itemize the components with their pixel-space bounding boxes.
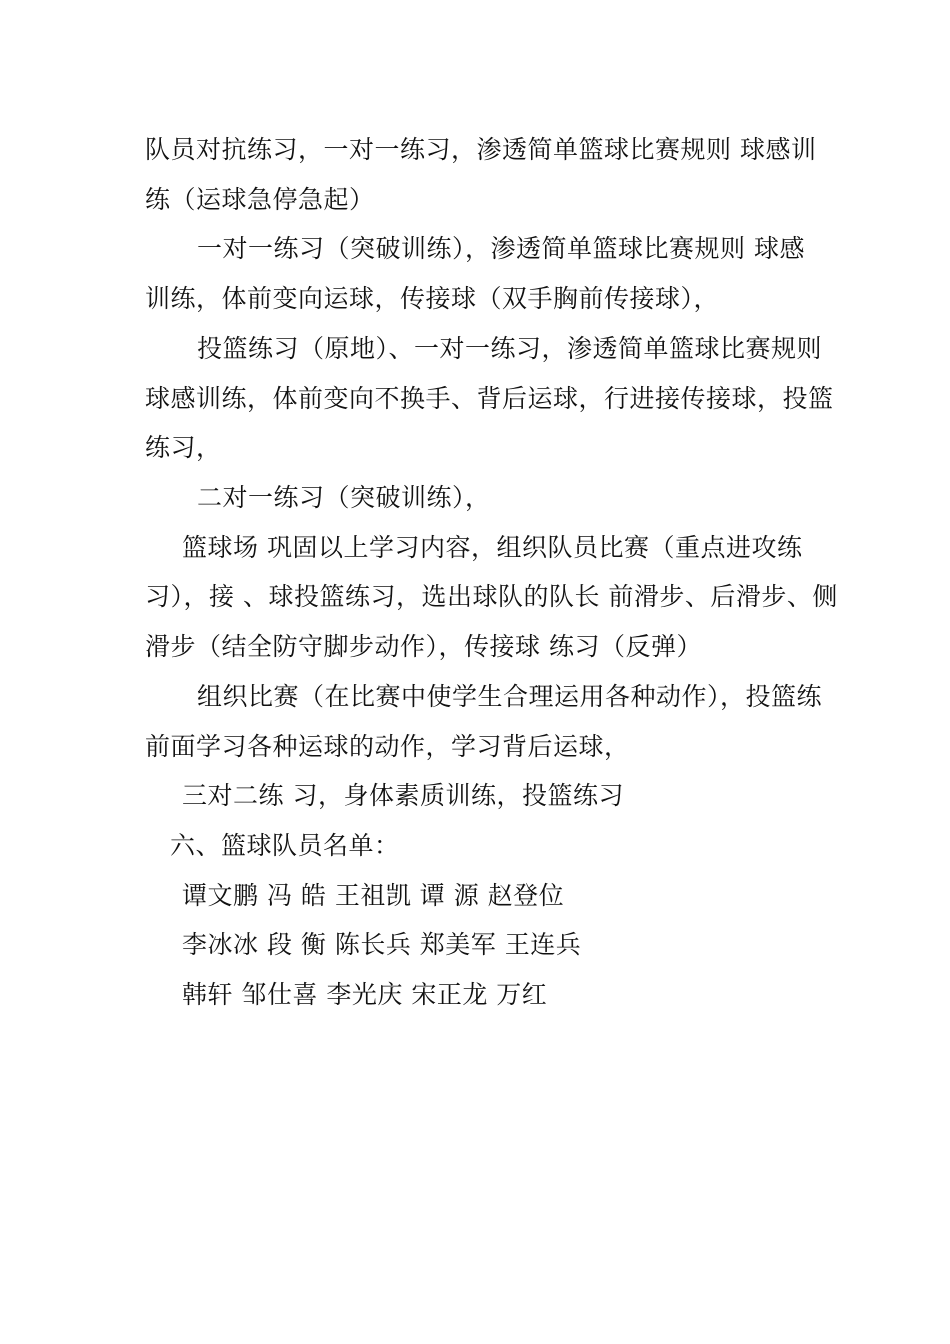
- text-line: 训练，体前变向运球，传接球（双手胸前传接球），: [145, 284, 720, 313]
- text-line: 一对一练习（突破训练），渗透简单篮球比赛规则 球感: [197, 234, 805, 263]
- roster-row: 韩轩 邹仕喜 李光庆 宋正龙 万红: [182, 980, 548, 1009]
- text-line: 组织比赛（在比赛中使学生合理运用各种动作），投篮练: [197, 682, 823, 711]
- text-line: 前面学习各种运球的动作，学习背后运球，: [145, 732, 630, 761]
- text-line: 球感训练，体前变向不换手、背后运球，行进接传接球，投篮: [145, 384, 834, 413]
- text-line: 练（运球急停急起）: [145, 185, 375, 214]
- roster-row: 谭文鹏 冯 皓 王祖凯 谭 源 赵登位: [182, 881, 565, 910]
- text-line: 投篮练习（原地）、一对一练习，渗透简单篮球比赛规则: [197, 334, 823, 363]
- text-line: 三对二练 习，身体素质训练，投篮练习: [182, 781, 624, 810]
- text-line: 练习，: [145, 433, 222, 462]
- text-line: 队员对抗练习，一对一练习，渗透简单篮球比赛规则 球感训: [145, 135, 817, 164]
- roster-row: 李冰冰 段 衡 陈长兵 郑美军 王连兵: [182, 930, 582, 959]
- text-line: 篮球场 巩固以上学习内容，组织队员比赛（重点进攻练: [182, 533, 803, 562]
- section-heading: 六、篮球队员名单：: [170, 831, 400, 860]
- text-line: 习），接 、球投篮练习，选出球队的队长 前滑步、后滑步、侧: [145, 582, 838, 611]
- text-line: 滑步（结全防守脚步动作），传接球 练习（反弹）: [145, 632, 702, 661]
- text-line: 二对一练习（突破训练），: [197, 483, 491, 512]
